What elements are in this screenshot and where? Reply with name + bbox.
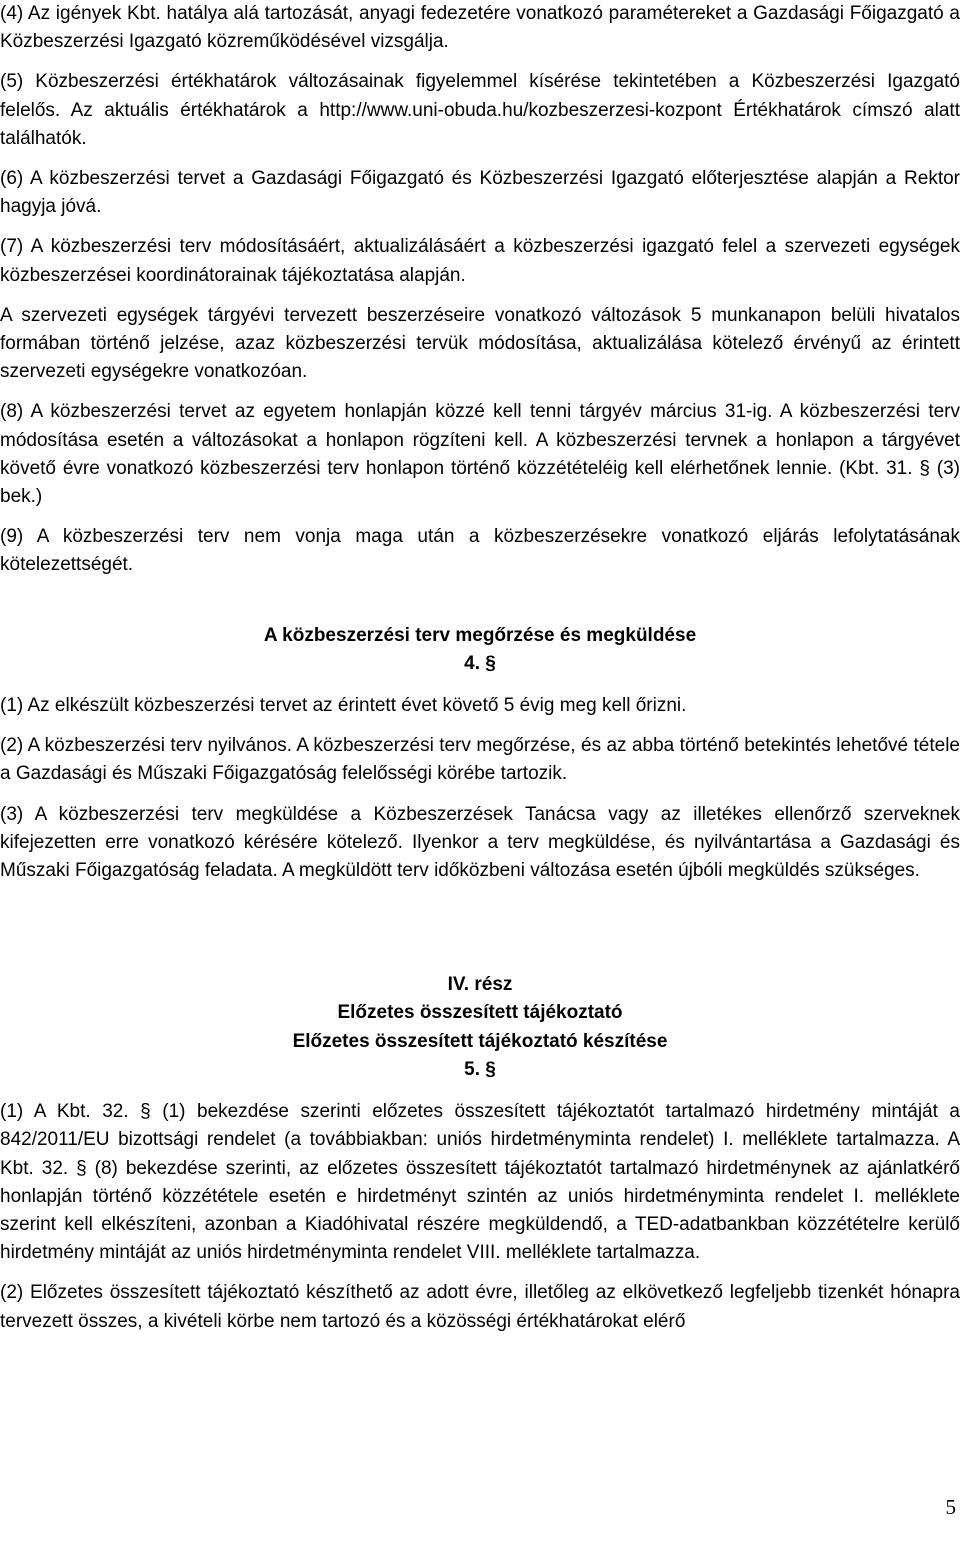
page-number: 5 bbox=[945, 1495, 956, 1519]
part-4-title: Előzetes összesített tájékoztató bbox=[337, 1002, 623, 1024]
paragraph-7: (7) A közbeszerzési terv módosításáért, aktualizálásáért a közbeszerzési igazgató felel a szervezeti egységek közbeszerzései koordinátorainak tájékoztatása alapján. bbox=[0, 236, 960, 286]
section-5-number: 5. § bbox=[464, 1058, 496, 1080]
spacer bbox=[0, 1084, 960, 1098]
paragraph-5: (5) Közbeszerzési értékhatárok változásainak figyelemmel kísérése tekintetében a Közbeszerzési Igazgató felelős. Az aktuális értékhatárok a http://www.uni-obuda.hu/kozbeszerzesi-kozpont Értékhatárok címszó alatt találhatók. bbox=[0, 71, 960, 149]
paragraph-9: (9) A közbeszerzési terv nem vonja maga után a közbeszerzésekre vonatkozó eljárás lefolytatásának kötelezettségét. bbox=[0, 526, 960, 576]
section-4-paragraph-2: (2) A közbeszerzési terv nyilvános. A közbeszerzési terv megőrzése, és az abba történő betekintés lehetővé tétele a Gazdasági és Műszaki Főigazgatóság felelősségi körébe tartozik. bbox=[0, 735, 960, 785]
paragraph-6: (6) A közbeszerzési tervet a Gazdasági Főigazgató és Közbeszerzési Igazgató előterjesztése alapján a Rektor hagyja jóvá. bbox=[0, 168, 960, 218]
section-4-number: 4. § bbox=[464, 652, 496, 674]
spacer bbox=[0, 580, 960, 622]
section-5-paragraph-2: (2) Előzetes összesített tájékoztató készíthető az adott évre, illetőleg az elkövetkező legfeljebb tizenkét hónapra tervezett összes, a kivételi körbe nem tartozó és a közösségi értékhatárokat elérő bbox=[0, 1282, 960, 1332]
section-5-title: Előzetes összesített tájékoztató készítése bbox=[292, 1030, 668, 1052]
section-4-paragraph-1: (1) Az elkészült közbeszerzési tervet az érintett évet követő 5 évig meg kell őrizni. bbox=[0, 695, 687, 717]
spacer bbox=[0, 885, 960, 971]
section-4-paragraph-3: (3) A közbeszerzési terv megküldése a Közbeszerzések Tanácsa vagy az illetékes ellenőrző szerveknek kifejezetten erre vonatkozó kérésére kötelező. Ilyenkor a terv megküldése, és nyilvántartása a Gazdasági és Műszaki Főigazgatóság feladata. A megküldött terv időközbeni változása esetén újbóli megküldés szükséges. bbox=[0, 803, 960, 882]
paragraph-4: (4) Az igények Kbt. hatálya alá tartozását, anyagi fedezetére vonatkozó paramétereket a Gazdasági Főigazgató a Közbeszerzési Igazgató közreműködésével vizsgálja. bbox=[0, 3, 960, 53]
section-5-paragraph-1: (1) A Kbt. 32. § (1) bekezdése szerinti előzetes összesített tájékoztatót tartalmazó hirdetmény mintáját a 842/2011/EU bizottsági rendelet (a továbbiakban: uniós hirdetményminta rendelet) I. melléklete tartalmazza. A Kbt. 32. § (8) bekezdése szerinti, az előzetes összesített tájékoztatót tartalmazó hirdetménynek az ajánlatkérő honlapján történő közzététele esetén e hirdetményt szintén az uniós hirdetményminta rendelet I. melléklete szerint kell elkészíteni, azonban a Kiadóhivatal részére megküldendő, a TED-adatbankban közzétételre kerülő hirdetmény mintáját az uniós hirdetményminta rendelet VIII. melléklete tartalmazza. bbox=[0, 1101, 960, 1264]
part-4-label: IV. rész bbox=[447, 974, 513, 996]
paragraph-8: (8) A közbeszerzési tervet az egyetem honlapján közzé kell tenni tárgyév március 31-ig. A közbeszerzési terv módosítása esetén a változásokat a honlapon rögzíteni kell. A közbeszerzési tervnek a honlapon a tárgyévet követő évre vonatkozó közbeszerzési terv honlapon történő közzétételéig kell elérhetőnek lennie. (Kbt. 31. § (3) bek.) bbox=[0, 401, 960, 508]
paragraph-7-continued: A szervezeti egységek tárgyévi tervezett beszerzéseire vonatkozó változások 5 munkanapon belüli hivatalos formában történő jelzése, azaz közbeszerzési tervük módosítása, aktualizálása kötelező érvényű az érintett szervezeti egységekre vonatkozóan. bbox=[0, 304, 960, 383]
spacer bbox=[0, 678, 960, 692]
section-4-title: A közbeszerzési terv megőrzése és megküldése bbox=[263, 624, 697, 646]
